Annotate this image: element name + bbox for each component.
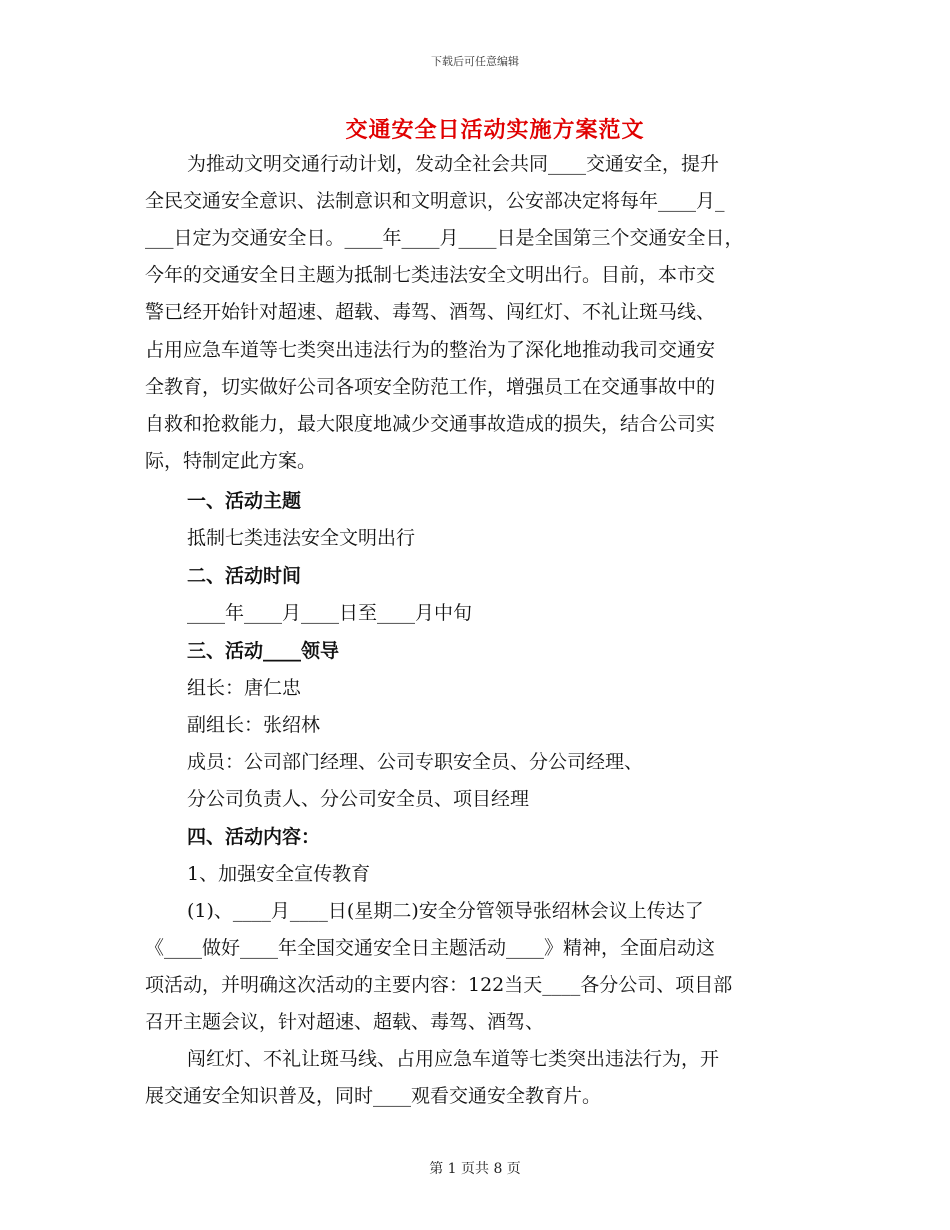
deputy-leader-line: 副组长：张绍林	[187, 714, 321, 736]
intro-line: 警已经开始针对超速、超载、毒驾、酒驾、闯红灯、不礼让斑马线、	[145, 301, 716, 323]
intro-line: 全民交通安全意识、法制意识和文明意识，公安部决定将每年____月_	[145, 190, 725, 212]
intro-line: 为推动文明交通行动计划，发动全社会共同____交通安全，提升	[187, 153, 720, 175]
section-content-time: ____年____月____日至____月中旬	[187, 602, 473, 624]
intro-line: 际，特制定此方案。	[145, 450, 317, 472]
members-line: 成员：公司部门经理、公司专职安全员、分公司经理、	[187, 751, 644, 773]
content-paragraph-line: 《____做好____年全国交通安全日主题活动____》精神，全面启动这	[145, 937, 716, 959]
content-paragraph-line: 展交通安全知识普及，同时____观看交通安全教育片。	[145, 1085, 602, 1107]
content-paragraph-line: 项活动，并明确这次活动的主要内容：122当天____各分公司、项目部	[145, 974, 733, 996]
section-heading-time: 二、活动时间	[187, 565, 302, 587]
members-line: 分公司负责人、分公司安全员、项目经理	[187, 788, 530, 810]
intro-line: 全教育，切实做好公司各项安全防范工作，增强员工在交通事故中的	[145, 376, 716, 398]
content-paragraph-line: (1)、____月____日(星期二)安全分管领导张绍林会议上传达了	[187, 900, 704, 922]
leader-line: 组长：唐仁忠	[187, 677, 302, 699]
intro-line: ___日定为交通安全日。____年____月____日是全国第三个交通安全日，	[145, 227, 744, 249]
subsection-heading: 1、加强安全宣传教育	[187, 863, 371, 885]
intro-line: 自救和抢救能力，最大限度地减少交通事故造成的损失，结合公司实	[145, 413, 716, 435]
content-paragraph-line: 召开主题会议，针对超速、超载、毒驾、酒驾、	[145, 1011, 545, 1033]
section-heading-leadership: 三、活动____领导	[187, 640, 340, 662]
document-title: 交通安全日活动实施方案范文	[345, 117, 645, 143]
section-content-theme: 抵制七类违法安全文明出行	[187, 527, 416, 549]
section-heading-theme: 一、活动主题	[187, 490, 302, 512]
page-header: 下载后可任意编辑	[431, 55, 519, 68]
page-footer: 第 1 页共 8 页	[429, 1161, 521, 1177]
intro-line: 今年的交通安全日主题为抵制七类违法安全文明出行。目前，本市交	[145, 264, 716, 286]
content-paragraph-line: 闯红灯、不礼让斑马线、占用应急车道等七类突出违法行为，开	[187, 1048, 720, 1070]
section-heading-content: 四、活动内容：	[187, 826, 321, 848]
intro-line: 占用应急车道等七类突出违法行为的整治为了深化地推动我司交通安	[145, 339, 716, 361]
